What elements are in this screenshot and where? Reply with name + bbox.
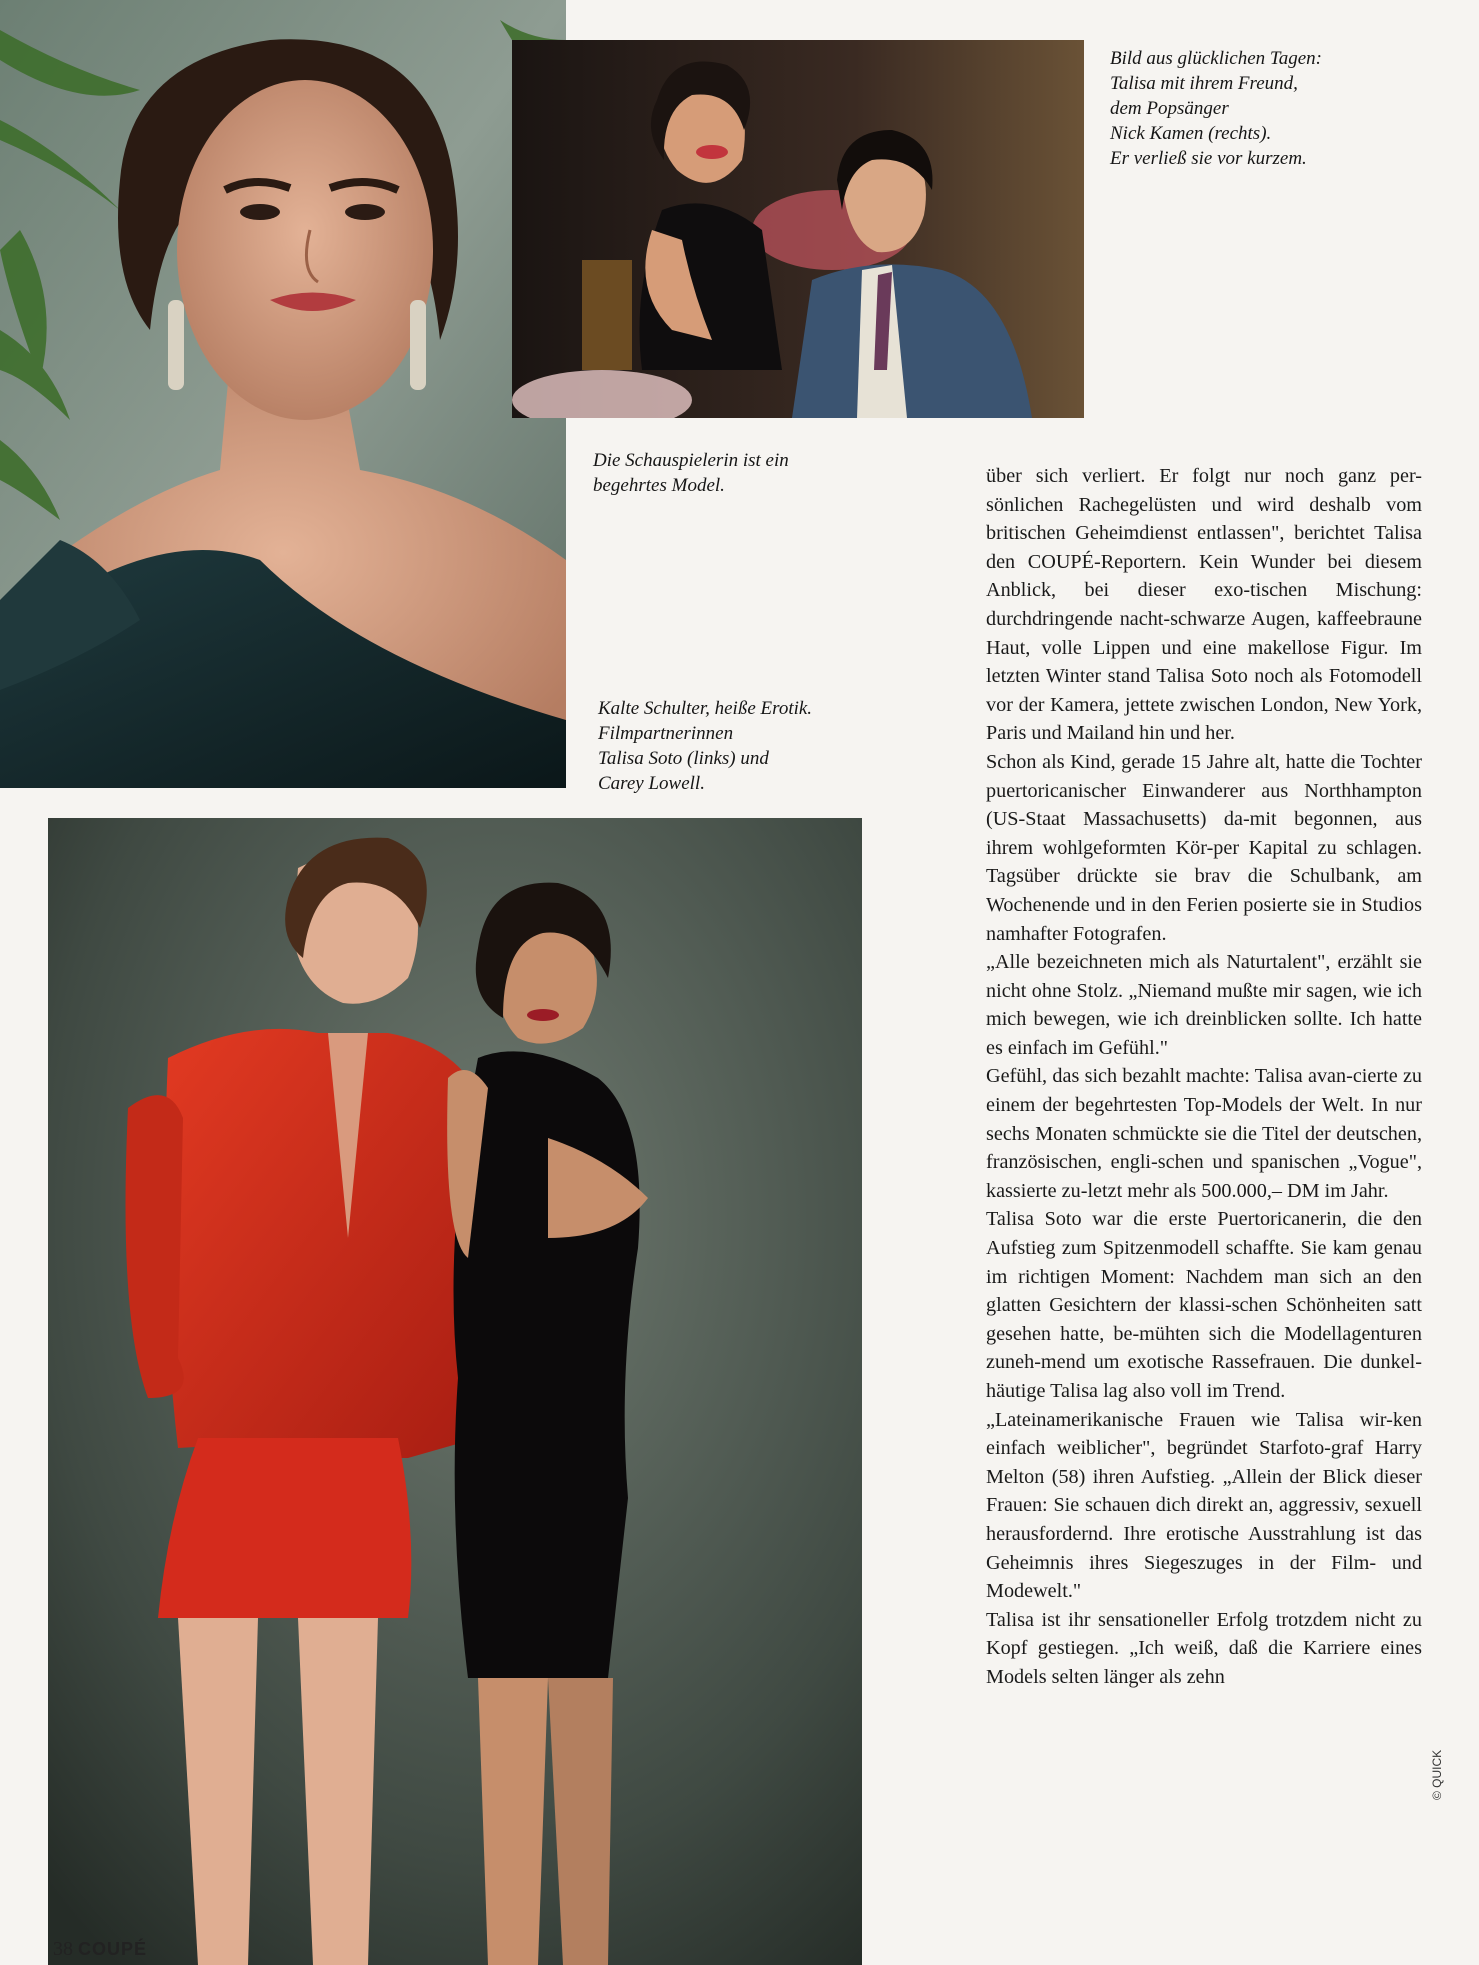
article-paragraph: „Lateinamerikanische Frauen wie Talisa wir-ken einfach weiblicher", begründet Starfoto-graf Harry Melton (58) ihren Aufstieg. „Allein der Blick dieser Frauen: Sie schauen dich direkt an, aggressiv, sexuell herausfordernd. Ihre erotische Ausstrahlung ist das Geheimnis ihres Siegeszuges in der Film- und Modewelt."	[986, 1408, 1422, 1603]
article-paragraph: über sich verliert. Er folgt nur noch ganz per-sönlichen Rachegelüsten und wird deshalb vom britischen Geheimdienst entlassen", berichtet Talisa den COUPÉ-Reportern. Kein Wunder bei diesem Anblick, bei dieser exo-tischen Mischung: durchdringende nacht-schwarze Augen, kaffeebraune Haut, volle Lippen und eine makellose Figur. Im letzten Winter stand Talisa Soto noch als Fotomodell vor der Kamera, jettete zwischen London, New York, Paris und Mailand hin und her.	[986, 465, 1422, 745]
couple-photo-caption	[1110, 46, 1450, 171]
portrait-photo-caption	[593, 448, 853, 498]
caption-line: dem Popsänger	[1110, 98, 1229, 119]
article-paragraph: Talisa ist ihr sensationeller Erfolg trotzdem nicht zu Kopf gestiegen. „Ich weiß, daß die Karriere eines Models selten länger als zehn	[986, 1608, 1422, 1688]
caption-line: Talisa Soto (links) und	[598, 748, 769, 769]
magazine-name: COUPÉ	[78, 1939, 148, 1959]
page-footer	[53, 1938, 147, 1961]
portrait-photo	[0, 0, 566, 788]
photo-credit: © QUICK	[1430, 1749, 1444, 1800]
couple-photo	[512, 40, 1084, 418]
article-body	[986, 462, 1422, 1692]
article-paragraph: Gefühl, das sich bezahlt machte: Talisa avan-cierte zu einem der begehrtesten Top-Models der Welt. In nur sechs Monaten schmückte sie die Titel der deutschen, französischen, engli-schen und spanischen „Vogue", kassierte zu-letzt mehr als 500.000,– DM im Jahr.	[986, 1065, 1422, 1202]
caption-line: Bild aus glücklichen Tagen:	[1110, 48, 1322, 69]
page-number: 38	[53, 1938, 73, 1960]
caption-line: Filmpartnerinnen	[598, 723, 734, 744]
caption-line: Nick Kamen (rechts).	[1110, 123, 1272, 144]
article-paragraph: „Alle bezeichneten mich als Naturtalent", erzählt sie nicht ohne Stolz. „Niemand mußte mir sagen, wie ich mich bewegen, wie ich dreinblicken sollte. Ich hatte es einfach im Gefühl."	[986, 951, 1422, 1059]
duo-photo-caption	[598, 696, 888, 796]
caption-line: Talisa mit ihrem Freund,	[1110, 73, 1298, 94]
article-paragraph: Talisa Soto war die erste Puertoricanerin, die den Aufstieg zum Spitzenmodell schaffte. Sie kam genau im richtigen Moment: Nachdem man sich an den glatten Gesichtern der klassi-schen Schönheiten satt gesehen hatte, be-mühten sich die Modellagenturen zuneh-mend um exotische Rassefrauen. Die dunkel-häutige Talisa lag also voll im Trend.	[986, 1208, 1422, 1402]
caption-line: Carey Lowell.	[598, 773, 705, 794]
caption-line: Die Schauspielerin ist ein	[593, 450, 789, 471]
duo-photo	[48, 818, 862, 1965]
article-paragraph: Schon als Kind, gerade 15 Jahre alt, hatte die Tochter puertoricanischer Einwanderer aus Northhampton (US-Staat Massachusetts) da-mit begonnen, aus ihrem wohlgeformten Kör-per Kapital zu schlagen. Tagsüber drückte sie brav die Schulbank, am Wochenende und in den Ferien posierte sie in Studios namhafter Fotografen.	[986, 750, 1422, 945]
caption-line: begehrtes Model.	[593, 475, 725, 496]
caption-line: Er verließ sie vor kurzem.	[1110, 148, 1307, 169]
caption-line: Kalte Schulter, heiße Erotik.	[598, 698, 813, 719]
